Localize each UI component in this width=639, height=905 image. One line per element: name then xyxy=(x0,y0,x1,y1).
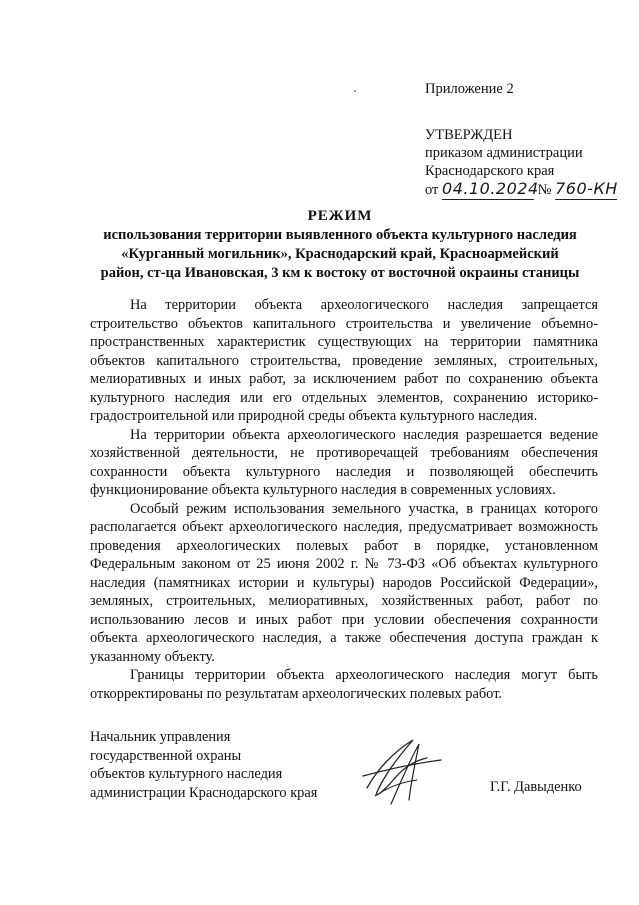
paragraph-3: Особый режим использования земельного участка, в границах которого располагается объект археологического наследия, предусматривает возможность проведения археологических полевых работ в порядке, установленном Федеральным законом от 25 июня 2002 г. № 73-ФЗ «Об объектах культурного наследия (памятниках истории и культуры) народов Российской Федерации», земляных, строительных, мелиоративных, хозяйственных работ, работ по использованию лесов и иных работ при условии обеспечения сохранности объекта археологического наследия, а также обеспечения доступа граждан к указанному объекту. xyxy=(90,500,598,665)
paragraph-2: На территории объекта археологического наследия разрешается ведение хозяйственной деятельности, не противоречащей требованиям обеспечения сохранности объекта культурного наследия и позволяющей обеспечить функционирование объекта культурного наследия в современных условиях. xyxy=(90,426,598,498)
approved-label: УТВЕРЖДЕН xyxy=(425,127,513,143)
appendix-label: Приложение 2 xyxy=(425,81,514,97)
document-title-block xyxy=(80,206,600,283)
paragraph-4: Границы территории объекта археологического наследия могут быть откорректированы по результатам археологических полевых работ. xyxy=(90,667,598,702)
handwritten-date: 04.10.2024 xyxy=(442,179,539,198)
number-field xyxy=(555,180,617,200)
document-body xyxy=(90,296,598,703)
approval-block xyxy=(425,80,635,200)
paragraph-1: На территории объекта археологического наследия запрещается строительство объектов капитального строительства и увеличение объемно-пространственных характеристик существующих на территории памятника объектов капитального строительства, проведение земляных, строительных, мелиоративных и иных работ, за исключением работ по сохранению объекта культурного наследия или его отдельных элементов, сохранению историко-градостроительной или природной среды объекта культурного наследия. xyxy=(90,297,598,424)
signatory-line-2: государственной охраны xyxy=(90,747,242,764)
handwritten-number: 760-КН xyxy=(555,179,618,198)
signer-name: Г.Г. Давыденко xyxy=(490,779,582,795)
approval-line-2: Краснодарского края xyxy=(425,163,555,179)
approval-date-row xyxy=(425,180,635,200)
signatory-line-4: администрации Краснодарского края xyxy=(90,784,318,801)
date-field xyxy=(442,179,539,200)
number-prefix: № xyxy=(537,182,552,198)
title-line-3: район, ст-ца Ивановская, 3 км к востоку от восточной окраины станицы xyxy=(100,265,580,281)
scan-dot xyxy=(354,90,356,92)
approval-line-1: приказом администрации xyxy=(425,145,583,161)
date-prefix: от xyxy=(425,182,439,198)
signatory-title xyxy=(90,728,317,802)
title-line-1: использования территории выявленного объекта культурного наследия xyxy=(103,227,577,243)
signatory-line-1: Начальник управления xyxy=(90,729,231,745)
handwritten-signature xyxy=(355,730,445,810)
signatory-line-3: объектов культурного наследия xyxy=(90,766,283,782)
document-title: РЕЖИМ xyxy=(307,208,373,224)
title-line-2: «Курганный могильник», Краснодарский край, Красноармейский xyxy=(121,246,559,262)
